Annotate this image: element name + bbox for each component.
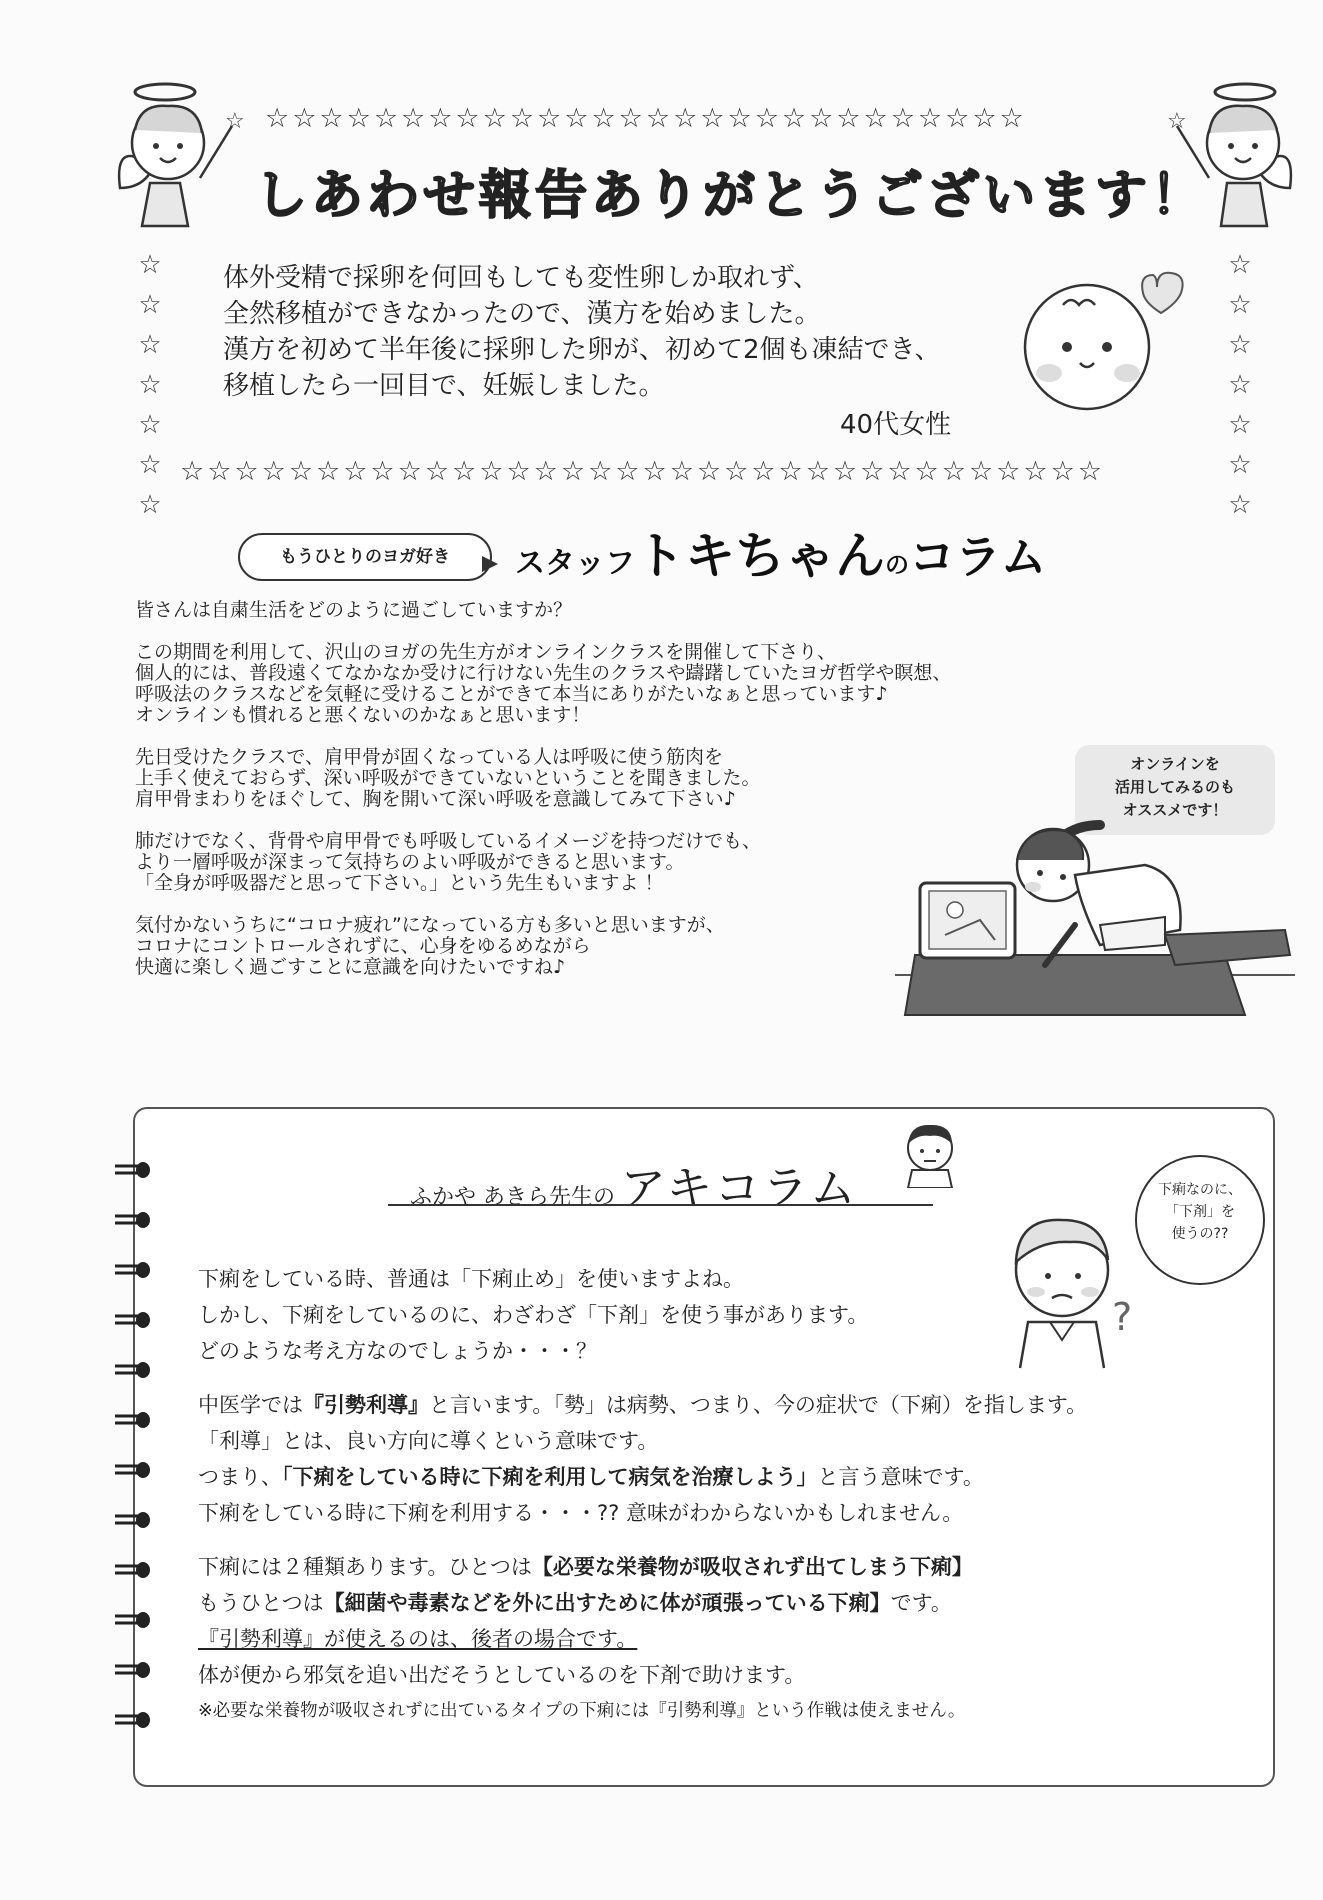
aki-header-title: アキコラム	[620, 1161, 858, 1215]
report-line: 体外受精で採卵を何回もしても変性卵しか取れず、	[223, 263, 819, 293]
column-line: 気付かないうちに“コロナ疲れ”になっている方も多いと思いますが、	[135, 914, 725, 936]
aki-text-segment: と言う意味です。	[817, 1465, 984, 1489]
aki-text-segment: と言います。「勢」は病勢、つまり、今の症状で（下痢）を指します。	[429, 1393, 1088, 1417]
aki-text-segment: 下痢には２種類あります。ひとつは	[198, 1555, 532, 1579]
aki-line: どのような考え方なのでしょうか・・・？	[198, 1339, 597, 1363]
report-body	[223, 260, 983, 404]
binder-ring-icon	[115, 1312, 151, 1328]
tip-line: オンラインを	[1130, 755, 1220, 773]
binder-ring-icon	[115, 1612, 151, 1628]
star-border-right: ☆ ☆ ☆ ☆ ☆ ☆ ☆	[1228, 250, 1252, 520]
aki-text-segment: です。	[890, 1591, 952, 1615]
binder-ring-icon	[115, 1262, 151, 1278]
aki-header-small: ふかや あきら先生の	[410, 1185, 615, 1210]
aki-bold-term: 【必要な栄養物が吸収されず出てしまう下痢】	[531, 1555, 973, 1579]
report-line: 漢方を初めて半年後に採卵した卵が、初めて2個も凍結でき、	[223, 335, 941, 365]
binder-ring-icon	[115, 1512, 151, 1528]
column-line: この期間を利用して、沢山のヨガの先生方がオンラインクラスを開催して下さり、	[135, 641, 837, 663]
svg-text:?: ?	[1112, 1295, 1133, 1339]
aki-line: 体が便から邪気を追い出だそうとしているのを下剤で助けます。	[198, 1663, 806, 1687]
column-line: 呼吸法のクラスなどを気軽に受けることができて本当にありがたいなぁと思っています♪	[135, 683, 888, 705]
aki-bold-term: 『引勢利導』	[303, 1393, 429, 1417]
aki-text-segment: つまり、	[198, 1465, 282, 1489]
aki-line	[198, 1585, 1258, 1621]
column-line: より一層呼吸が深まって気持ちのよい呼吸ができると思います。	[135, 851, 685, 873]
binder-ring-icon	[115, 1162, 151, 1178]
tip-line: 活用してみるのも	[1114, 778, 1235, 796]
svg-text:☆: ☆	[1167, 109, 1187, 134]
aki-column-text	[198, 1261, 1258, 1729]
aki-header-underline	[388, 1204, 933, 1206]
report-line: 移植したら一回目で、妊娠しました。	[223, 371, 665, 401]
column-line: 上手く使えておらず、深い呼吸ができていないということを聞きました。	[135, 767, 761, 789]
staff-title-part: コラム	[909, 530, 1047, 584]
star-border-left: ☆ ☆ ☆ ☆ ☆ ☆ ☆	[138, 250, 162, 520]
binder-ring-icon	[115, 1212, 151, 1228]
binder-ring-icon	[115, 1662, 151, 1678]
aki-line: 下痢をしている時、普通は「下痢止め」を使いますよね。	[198, 1267, 744, 1291]
staff-title-part: の	[885, 551, 909, 579]
aki-bold-term: 「下痢をしている時に下痢を利用して病気を治療しよう」	[282, 1465, 818, 1489]
aki-line	[198, 1459, 1258, 1495]
column-line: 「全身が呼吸器だと思って下さい。」という先生もいますよ ！	[135, 872, 664, 894]
column-line: 先日受けたクラスで、肩甲骨が固くなっている人は呼吸に使う筋肉を	[135, 746, 724, 768]
staff-title-part: スタッフ	[515, 546, 635, 581]
baby-face-illustration	[1005, 265, 1195, 415]
aki-line	[198, 1387, 1258, 1423]
staff-column-title	[515, 526, 1047, 586]
column-line: コロナにコントロールされずに、心身をゆるめながら	[135, 935, 591, 957]
aki-line: 「利導」とは、良い方向に導くという意味です。	[198, 1429, 659, 1453]
staff-title-part: トキちゃん	[635, 527, 885, 585]
angel-left-illustration	[110, 78, 245, 228]
report-title: しあわせ報告ありがとうございます！	[255, 166, 1208, 226]
aki-text-segment: もうひとつは	[198, 1591, 324, 1615]
aki-line: しかし、下痢をしているのに、わざわざ「下剤」を使う事があります。	[198, 1303, 869, 1327]
svg-text:☆: ☆	[225, 109, 245, 134]
speech-line: 「下剤」を	[1165, 1204, 1235, 1220]
yoga-pose-illustration	[885, 805, 1305, 1035]
star-border-bottom: ☆☆☆☆☆☆☆☆☆☆☆☆☆☆☆☆☆☆☆☆☆☆☆☆☆☆☆☆☆☆☆☆☆☆	[180, 458, 1105, 485]
column-line: 肺だけでなく、背骨や肩甲骨でも呼吸しているイメージを持つだけでも、	[135, 830, 762, 852]
binder-ring-icon	[115, 1712, 151, 1728]
binder-ring-icon	[115, 1562, 151, 1578]
staff-tag-pointer	[482, 556, 498, 572]
column-line: 快適に楽しく過ごすことに意識を向けたいですね♪	[135, 956, 566, 978]
aki-line: 下痢をしている時に下痢を利用する・・・?? 意味がわからないかもしれません。	[198, 1501, 964, 1525]
column-line: 肩甲骨まわりをほぐして、胸を開いて深い呼吸を意識してみて下さい♪	[135, 788, 736, 810]
column-line: 個人的には、普段遠くてなかなか受けに行けない先生のクラスや躊躇していたヨガ哲学や瞑想、	[135, 662, 952, 684]
binder-ring-icon	[115, 1412, 151, 1428]
binder-ring-icon	[115, 1362, 151, 1378]
aki-column-header	[410, 1152, 858, 1218]
report-author: 40代女性	[840, 410, 952, 440]
aki-note: ※必要な栄養物が吸収されずに出ているタイプの下痢には『引勢利導』という作戦は使えません。	[198, 1701, 966, 1721]
teacher-small-illustration	[900, 1118, 960, 1188]
star-border-top: ☆☆☆☆☆☆☆☆☆☆☆☆☆☆☆☆☆☆☆☆☆☆☆☆☆☆☆☆	[265, 105, 1027, 132]
staff-tag: もうひとりのヨガ好き	[238, 533, 492, 581]
report-line: 全然移植ができなかったので、漢方を始めました。	[223, 299, 821, 329]
aki-line	[198, 1549, 1258, 1585]
speech-line: 下痢なのに、	[1158, 1182, 1242, 1198]
binder-ring-icon	[115, 1462, 151, 1478]
aki-bold-term: 【細菌や毒素などを外に出すために体が頑張っている下痢】	[323, 1591, 891, 1615]
speech-line: 使うの??	[1171, 1226, 1229, 1242]
column-line: 皆さんは自粛生活をどのように過ごしていますか？	[135, 599, 573, 621]
tip-line: オススメです！	[1122, 801, 1228, 819]
aki-underlined-line: 『引勢利導』が使えるのは、後者の場合です。	[198, 1627, 638, 1651]
column-line: オンラインも慣れると悪くないのかなぁと思います！	[135, 704, 591, 726]
aki-text-segment: 中医学では	[198, 1393, 303, 1417]
